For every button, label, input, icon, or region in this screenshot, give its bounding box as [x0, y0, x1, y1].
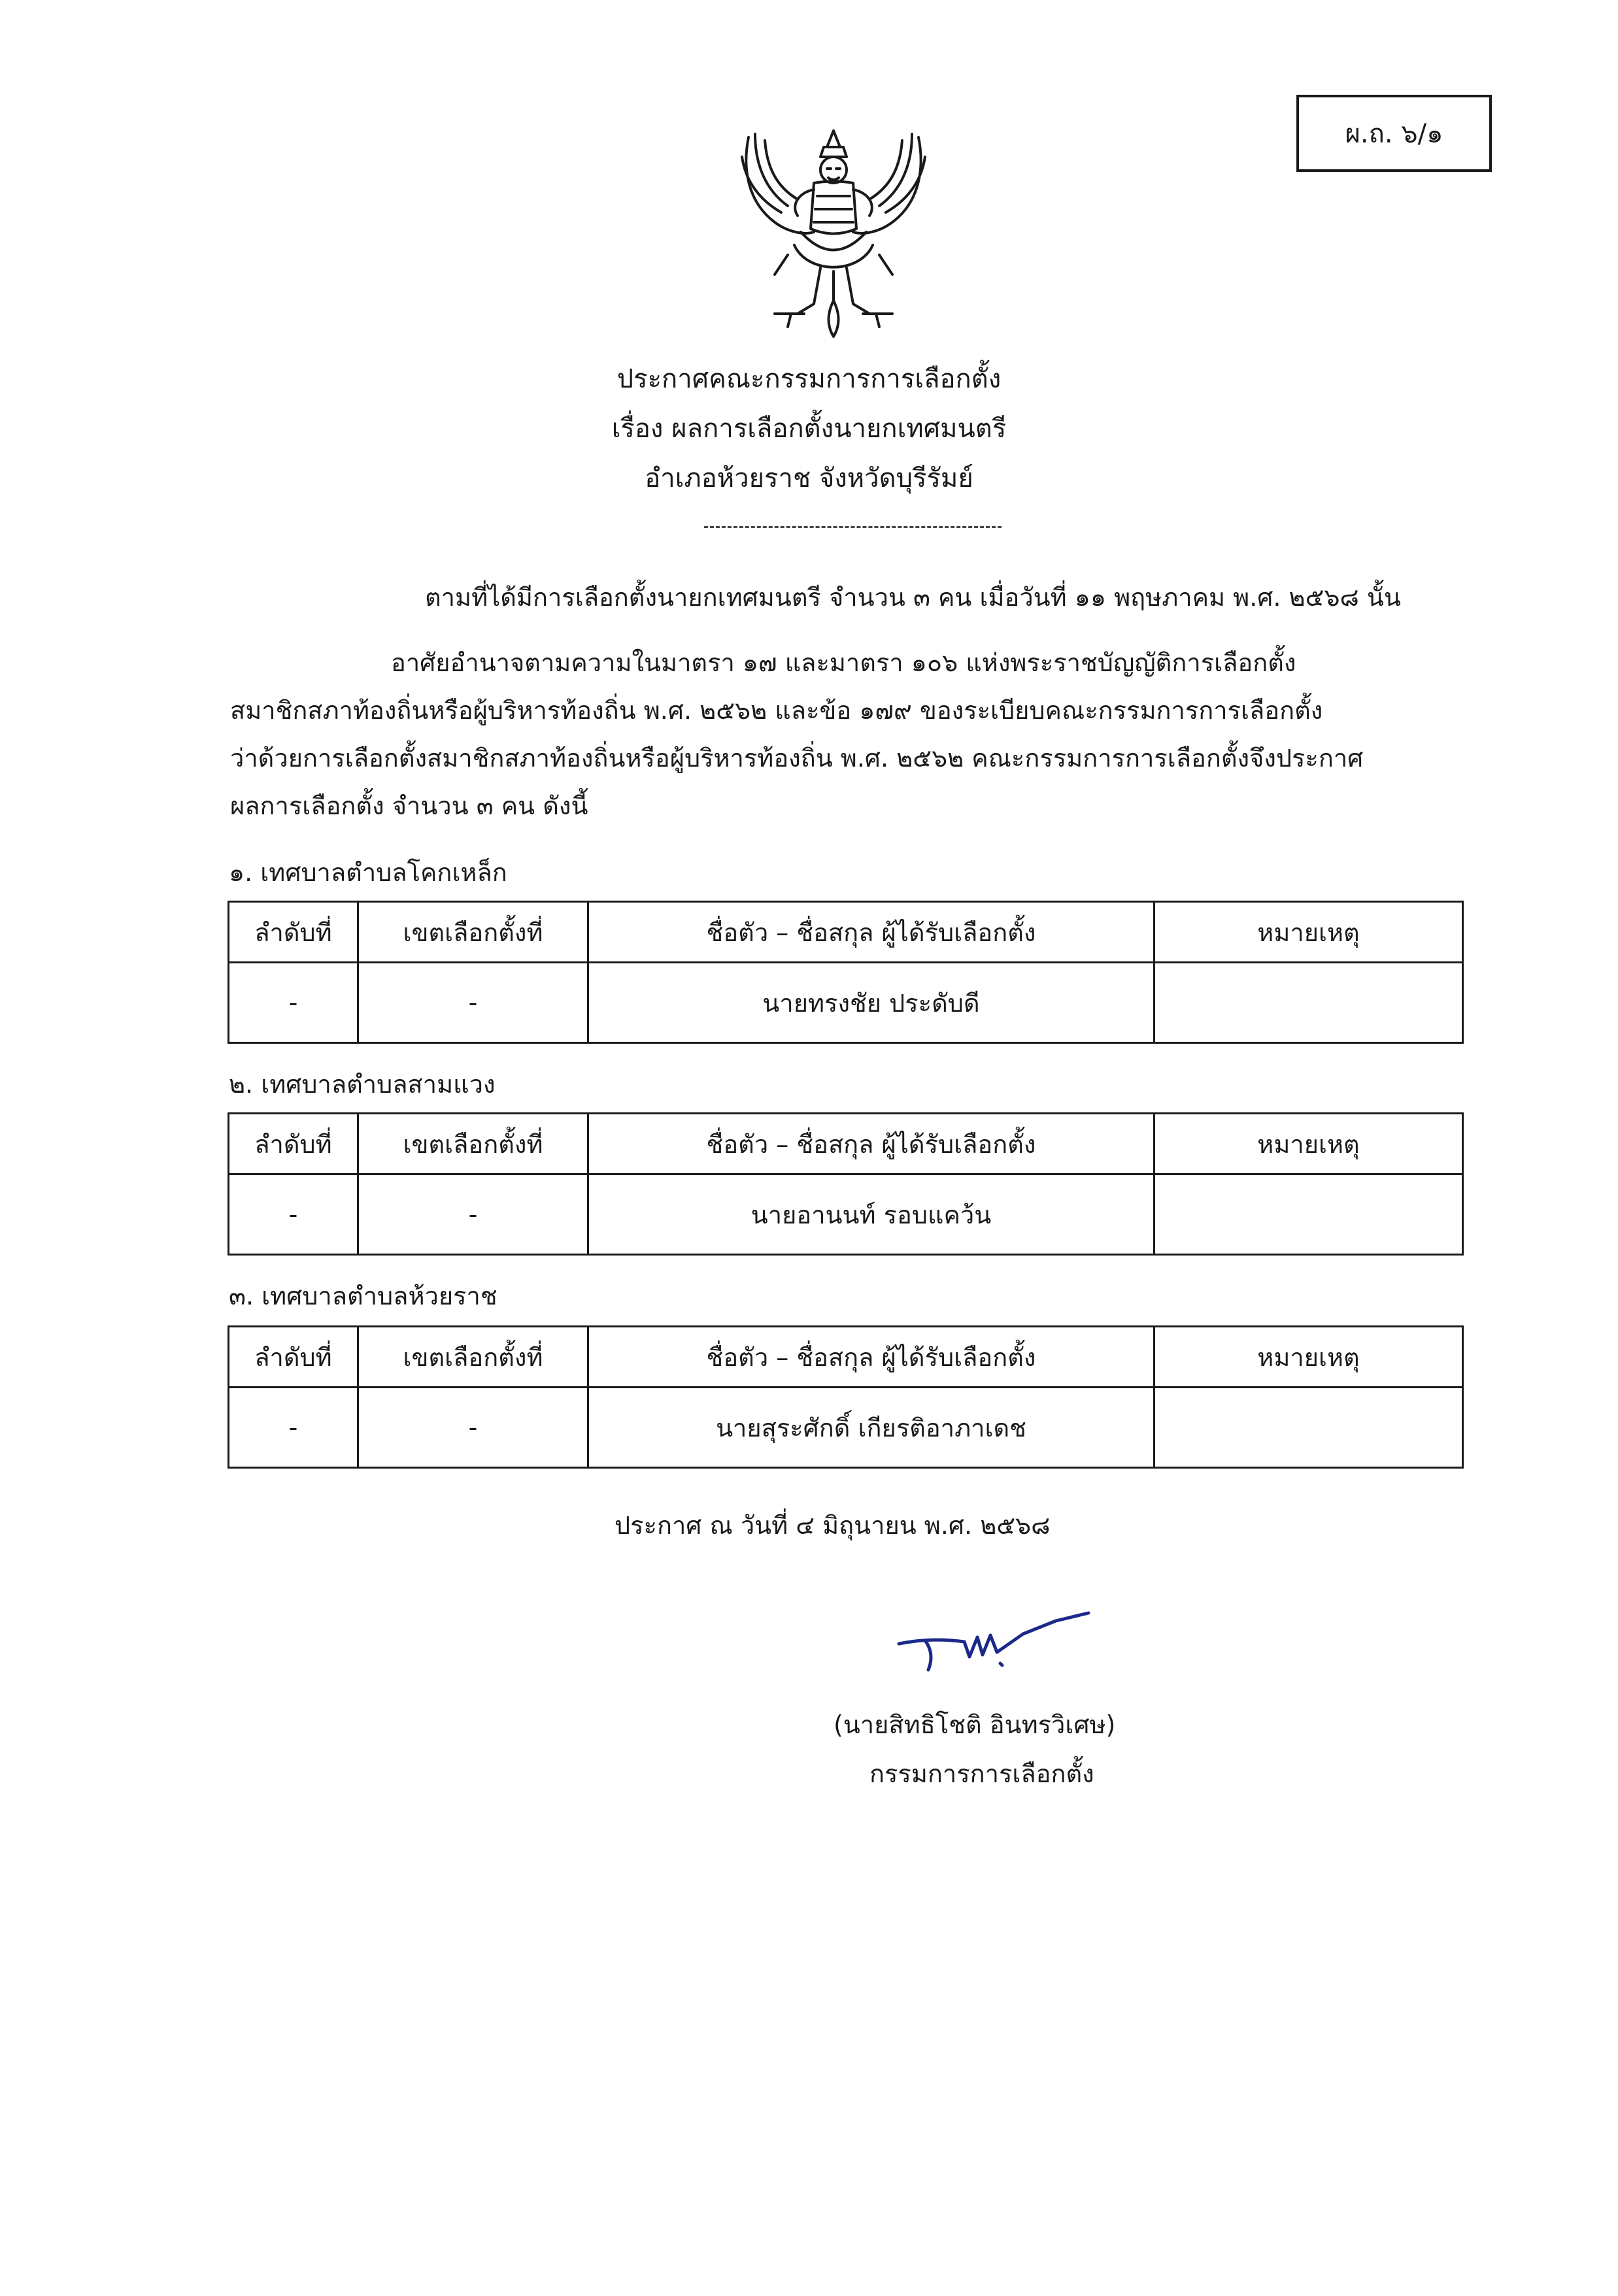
header-remark: หมายเหตุ	[1155, 1327, 1463, 1388]
announcement-subject: เรื่อง ผลการเลือกตั้งนายกเทศมนตรี	[611, 414, 1007, 444]
table-row	[229, 1388, 1463, 1468]
cell-district: -	[358, 963, 588, 1043]
garuda-emblem	[735, 118, 932, 343]
header-district: เขตเลือกตั้งที่	[358, 1114, 588, 1174]
cell-remark	[1155, 1174, 1463, 1255]
announcement-location: อำเภอห้วยราช จังหวัดบุรีรัมย์	[645, 463, 973, 493]
body-paragraph-2-line-1: อาศัยอำนาจตามความในมาตรา ๑๗ และมาตรา ๑๐๖ แห่งพระราชบัญญัติการเลือกตั้ง	[391, 648, 1296, 677]
form-code-box	[1296, 95, 1492, 172]
form-code: ผ.ถ. ๖/๑	[1345, 119, 1443, 149]
results-table	[228, 901, 1464, 1044]
section-title: ๒. เทศบาลตำบลสามแวง	[229, 1070, 496, 1099]
body-paragraph-2-line-4: ผลการเลือกตั้ง จำนวน ๓ คน ดังนี้	[230, 791, 588, 820]
header-district: เขตเลือกตั้งที่	[358, 902, 588, 963]
header-name: ชื่อตัว – ชื่อสกุล ผู้ได้รับเลือกตั้ง	[588, 1327, 1155, 1388]
body-paragraph-2-line-3: ว่าด้วยการเลือกตั้งสมาชิกสภาท้องถิ่นหรือผู้บริหารท้องถิ่น พ.ศ. ๒๕๖๒ คณะกรรมการการเลือกตั้งจึงประกาศ	[230, 744, 1364, 773]
header-remark: หมายเหตุ	[1155, 902, 1463, 963]
header-name: ชื่อตัว – ชื่อสกุล ผู้ได้รับเลือกตั้ง	[588, 902, 1155, 963]
header-order: ลำดับที่	[229, 902, 358, 963]
cell-name: นายทรงชัย ประดับดี	[588, 963, 1155, 1043]
announcement-date: ประกาศ ณ วันที่ ๔ มิถุนายน พ.ศ. ๒๕๖๘	[615, 1511, 1051, 1540]
table-row	[229, 1174, 1463, 1255]
header-order: ลำดับที่	[229, 1327, 358, 1388]
title-divider	[704, 526, 1002, 528]
results-table	[228, 1112, 1464, 1256]
cell-order: -	[229, 1174, 358, 1255]
cell-district: -	[358, 1388, 588, 1468]
header-order: ลำดับที่	[229, 1114, 358, 1174]
cell-remark	[1155, 1388, 1463, 1468]
signer-position: กรรมการการเลือกตั้ง	[869, 1759, 1094, 1788]
section-title: ๑. เทศบาลตำบลโคกเหล็ก	[229, 858, 507, 887]
table-row	[229, 963, 1463, 1043]
table-header-row	[229, 902, 1463, 963]
table-header-row	[229, 1327, 1463, 1388]
cell-order: -	[229, 963, 358, 1043]
header-name: ชื่อตัว – ชื่อสกุล ผู้ได้รับเลือกตั้ง	[588, 1114, 1155, 1174]
body-paragraph-2-line-2: สมาชิกสภาท้องถิ่นหรือผู้บริหารท้องถิ่น พ.ศ. ๒๕๖๒ และข้อ ๑๗๙ ของระเบียบคณะกรรมการการเลือกตั้ง	[230, 696, 1323, 725]
cell-name: นายสุระศักดิ์ เกียรติอาภาเดช	[588, 1388, 1155, 1468]
body-paragraph-1: ตามที่ได้มีการเลือกตั้งนายกเทศมนตรี จำนวน ๓ คน เมื่อวันที่ ๑๑ พฤษภาคม พ.ศ. ๒๕๖๘ นั้น	[425, 583, 1401, 612]
cell-remark	[1155, 963, 1463, 1043]
announcement-title: ประกาศคณะกรรมการการเลือกตั้ง	[616, 364, 1002, 394]
results-table	[228, 1325, 1464, 1469]
header-remark: หมายเหตุ	[1155, 1114, 1463, 1174]
header-district: เขตเลือกตั้งที่	[358, 1327, 588, 1388]
handwritten-signature	[892, 1608, 1108, 1680]
signer-name: (นายสิทธิโชติ อินทรวิเศษ)	[834, 1710, 1116, 1739]
cell-district: -	[358, 1174, 588, 1255]
section-title: ๓. เทศบาลตำบลห้วยราช	[229, 1282, 497, 1310]
cell-name: นายอานนท์ รอบแคว้น	[588, 1174, 1155, 1255]
cell-order: -	[229, 1388, 358, 1468]
table-header-row	[229, 1114, 1463, 1174]
